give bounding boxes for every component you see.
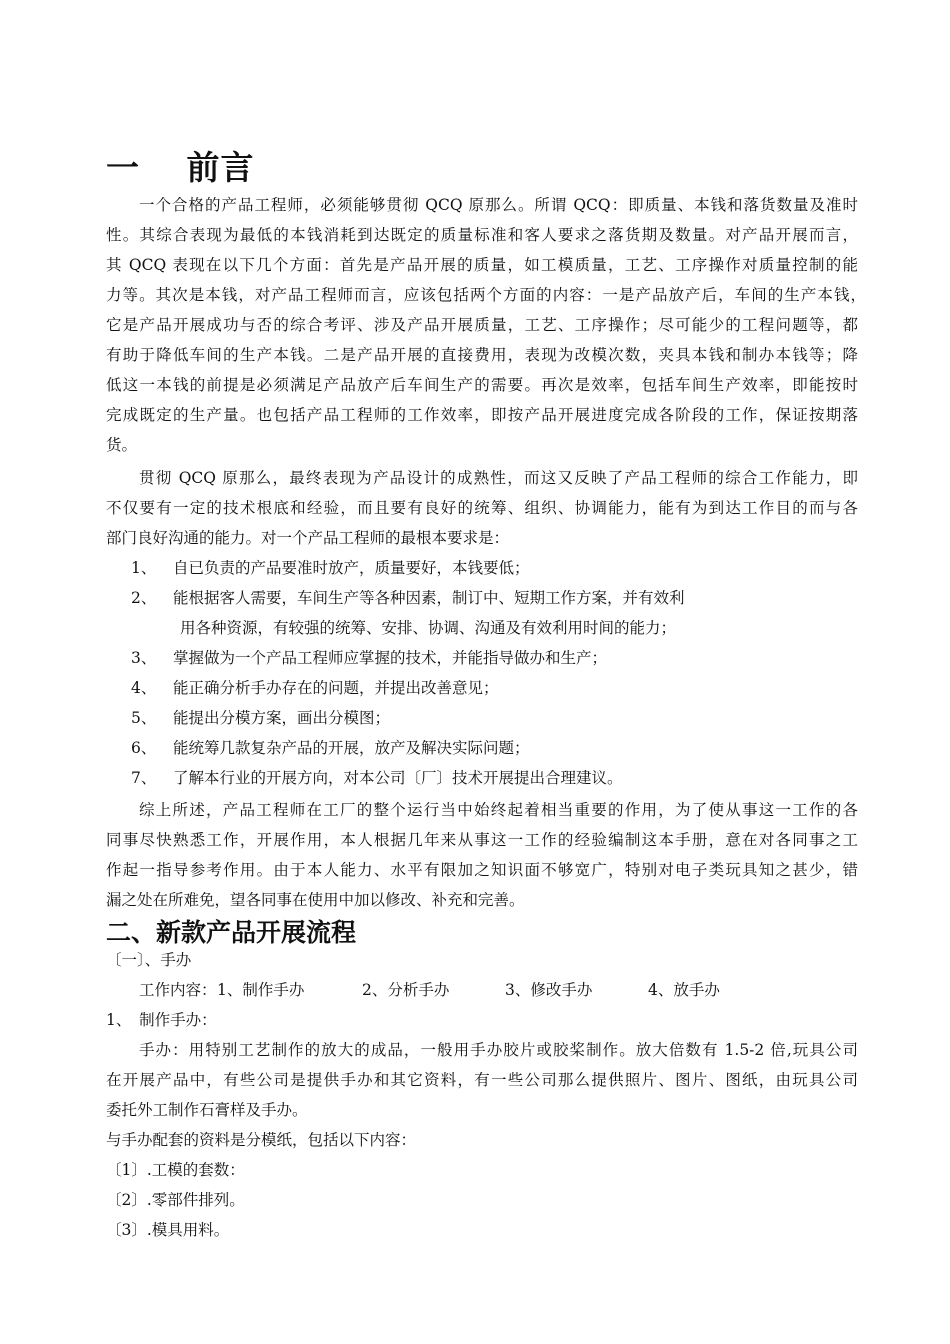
paragraph-line: 同事尽快熟悉工作，开展作用，本人根据几年来从事这一工作的经验编制这本手册，意在对各同事之工 [106, 831, 858, 849]
work-content-item: 2、分析手办 [362, 981, 450, 999]
list-item-text: 了解本行业的开展方向，对本公司〔厂〕技术开展提出合理建议。 [173, 769, 623, 787]
list-item-text: 用各种资源，有较强的统筹、安排、协调、沟通及有效利用时间的能力； [180, 619, 677, 637]
paragraph-line: 完成既定的生产量。也包括产品工程师的工作效率，即按产品开展进度完成各阶段的工作，保证按期落 [106, 406, 858, 424]
paragraph-line: 作起一指导参考作用。由于本人能力、水平有限加之知识面不够宽广，特别对电子类玩具知之甚少，错 [106, 861, 858, 879]
paragraph-line: 手办：用特别工艺制作的放大的成品，一般用手办胶片或胶桨制作。放大倍数有 1.5-2 倍,玩具公司 [139, 1041, 858, 1059]
paragraph-line: 不仅要有一定的技术根底和经验，而且要有良好的统筹、组织、协调能力，能有为到达工作目的而与各 [106, 499, 858, 517]
section-heading-process: 二、新款产品开展流程 [106, 918, 357, 947]
paragraph-line: 低这一本钱的前提是必须满足产品放产后车间生产的需要。再次是效率，包括车间生产效率，即能按时 [106, 376, 858, 394]
paragraph-line: 在开展产品中，有些公司是提供手办和其它资料，有一些公司那么提供照片、图片、图纸，由玩具公司 [106, 1071, 858, 1089]
list-item: 〔1〕.工模的套数： [106, 1161, 245, 1179]
list-item-text: 能正确分析手办存在的问题，并提出改善意见； [173, 679, 499, 697]
subsection-heading: 〔一〕、手办 [106, 951, 192, 969]
paragraph-line: 性。其综合表现为最低的本钱消耗到达既定的质量标准和客人要求之落货期及数量。对产品开展而言， [106, 226, 858, 244]
paragraph-line: 力等。其次是本钱，对产品工程师而言，应该包括两个方面的内容：一是产品放产后，车间的生产本钱， [106, 286, 866, 304]
paragraph-line: 其 QCQ 表现在以下几个方面：首先是产品开展的质量，如工模质量，工艺、工序操作对质量控制的能 [106, 256, 858, 274]
paragraph-line: 漏之处在所难免，望各同事在使用中加以修改、补充和完善。 [106, 891, 525, 909]
paragraph-line: 货。 [106, 436, 138, 454]
list-item-text: 自已负责的产品要准时放产，质量要好，本钱要低； [173, 559, 530, 577]
paragraph-line: 它是产品开展成功与否的综合考评、涉及产品开展质量，工艺、工序操作；尽可能少的工程问题等，都 [106, 316, 858, 334]
list-number: 6、 [131, 739, 157, 757]
list-number: 7、 [131, 769, 157, 787]
paragraph-line: 委托外工制作石膏样及手办。 [106, 1101, 308, 1119]
paragraph-line: 贯彻 QCQ 原那么，最终表现为产品设计的成熟性，而这又反映了产品工程师的综合工作能力，即 [139, 469, 858, 487]
list-item: 〔2〕.零部件排列。 [106, 1191, 245, 1209]
work-content-item: 4、放手办 [648, 981, 720, 999]
work-content-item: 1、制作手办 [217, 981, 305, 999]
list-item-text: 能根据客人需要，车间生产等各种因素，制订中、短期工作方案，并有效利 [173, 589, 685, 607]
paragraph-line: 有助于降低车间的生产本钱。二是产品开展的直接费用，表现为改模次数，夹具本钱和制办本钱等；降 [106, 346, 858, 364]
paragraph-line: 部门良好沟通的能力。对一个产品工程师的最根本要求是： [106, 529, 510, 547]
list-item-text: 能提出分模方案，画出分模图； [173, 709, 391, 727]
item-heading: 1、 制作手办： [106, 1011, 217, 1029]
list-item-text: 掌握做为一个产品工程师应掌握的技术，并能指导做办和生产； [173, 649, 608, 667]
work-content-item: 3、修改手办 [505, 981, 593, 999]
list-number: 5、 [131, 709, 157, 727]
list-number: 3、 [131, 649, 157, 667]
list-number: 1、 [131, 559, 157, 577]
paragraph-line: 一个合格的产品工程师，必须能够贯彻 QCQ 原那么。所谓 QCQ：即质量、本钱和落货数量及准时 [139, 196, 858, 214]
paragraph-line: 与手办配套的资料是分模纸，包括以下内容： [106, 1131, 417, 1149]
list-item: 〔3〕.模具用料。 [106, 1221, 230, 1239]
paragraph-line: 综上所述，产品工程师在工厂的整个运行当中始终起着相当重要的作用，为了使从事这一工作的各 [139, 801, 858, 819]
section-heading-preface: 一 前言 [106, 148, 255, 187]
list-number: 2、 [131, 589, 157, 607]
work-content-label: 工作内容： [139, 981, 217, 999]
list-number: 4、 [131, 679, 157, 697]
list-item-text: 能统筹几款复杂产品的开展，放产及解决实际问题； [173, 739, 530, 757]
